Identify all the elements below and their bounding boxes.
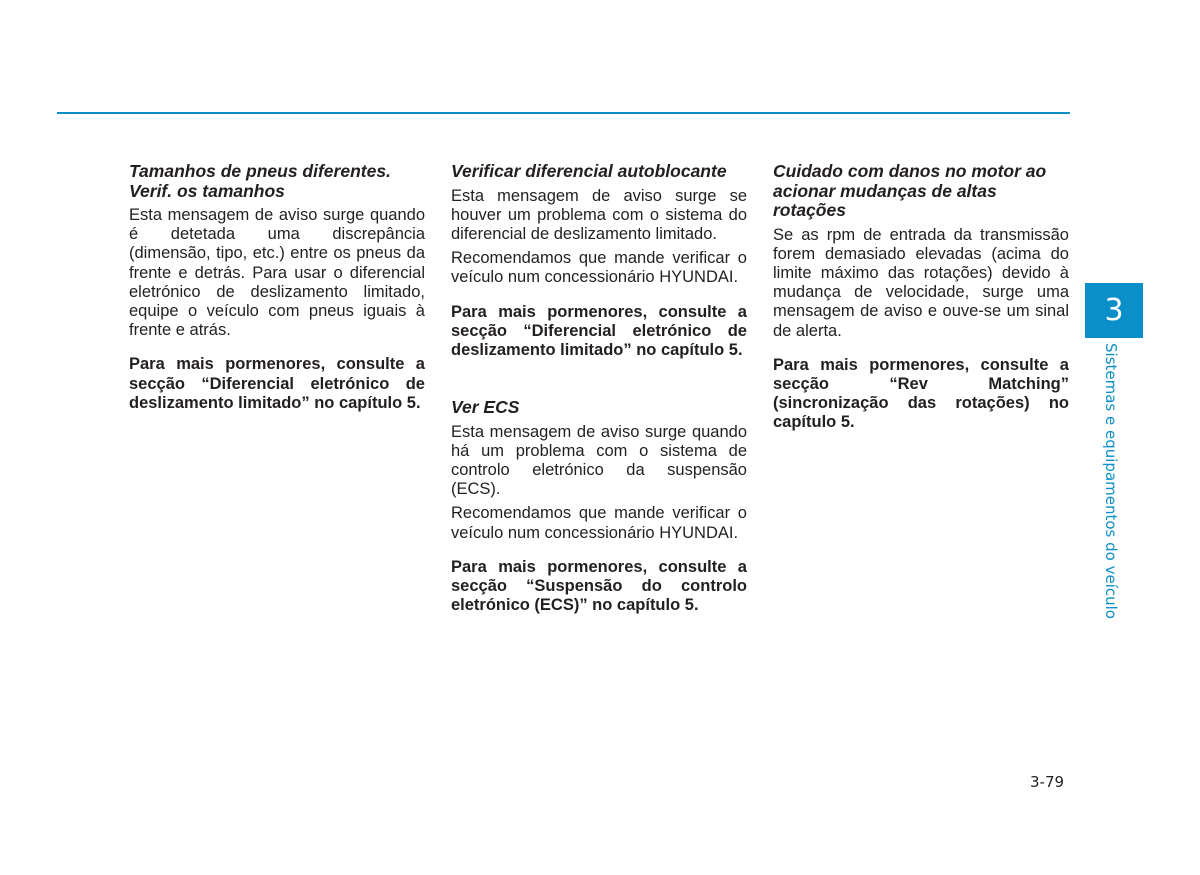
column-middle bbox=[451, 162, 747, 615]
section-paragraph: Esta mensagem de aviso surge quando há um problema com o sistema de controlo eletrónico da suspensão (ECS). bbox=[451, 422, 747, 499]
section-paragraph: Recomendamos que mande verificar o veículo num concessionário HYUNDAI. bbox=[451, 249, 747, 287]
section-check-ecs bbox=[451, 398, 747, 615]
column-right bbox=[773, 162, 1069, 433]
chapter-number: 3 bbox=[1104, 293, 1124, 328]
section-paragraph: Esta mensagem de aviso surge se houver um problema com o sistema do diferencial de deslizamento limitado. bbox=[451, 186, 747, 243]
chapter-title: Sistemas e equipamentos do veículo bbox=[1102, 343, 1120, 619]
section-heading: Tamanhos de pneus diferentes. Verif. os tamanhos bbox=[129, 161, 391, 201]
section-paragraph: Se as rpm de entrada da transmissão forem demasiado elevadas (acima do limite máximo das rotações) devido à mudança de velocidade, surge uma mensagem de aviso e ouve-se um sinal de alerta. bbox=[773, 225, 1069, 340]
section-heading: Verificar diferencial autoblocante bbox=[451, 161, 727, 181]
section-heading: Cuidado com danos no motor ao acionar mudanças de altas rotações bbox=[773, 161, 1047, 220]
page-number: 3-79 bbox=[1030, 773, 1065, 791]
section-note: Para mais pormenores, consulte a secção “Rev Matching” (sincronização das rotações) no capítulo 5. bbox=[773, 355, 1069, 432]
section-paragraph: Recomendamos que mande verificar o veículo num concessionário HYUNDAI. bbox=[451, 504, 747, 542]
column-left bbox=[129, 162, 425, 413]
section-note: Para mais pormenores, consulte a secção “Diferencial eletrónico de deslizamento limitado” no capítulo 5. bbox=[451, 302, 747, 359]
section-tire-size-mismatch bbox=[129, 162, 425, 413]
section-heading: Ver ECS bbox=[451, 397, 520, 418]
section-note: Para mais pormenores, consulte a secção “Suspensão do controlo eletrónico (ECS)” no capítulo 5. bbox=[451, 557, 747, 615]
section-check-lsd bbox=[451, 162, 747, 360]
section-engine-overrev-warning bbox=[773, 162, 1069, 433]
header-rule bbox=[57, 112, 1070, 114]
section-note: Para mais pormenores, consulte a secção “Diferencial eletrónico de deslizamento limitado” no capítulo 5. bbox=[129, 355, 425, 412]
section-paragraph: Esta mensagem de aviso surge quando é detetada uma discrepância (dimensão, tipo, etc.) entre os pneus da frente e detrás. Para usar o diferencial eletrónico de deslizamento limitado, equipe o veículo com pneus iguais à frente e atrás. bbox=[129, 206, 425, 340]
chapter-tab bbox=[1085, 283, 1143, 338]
